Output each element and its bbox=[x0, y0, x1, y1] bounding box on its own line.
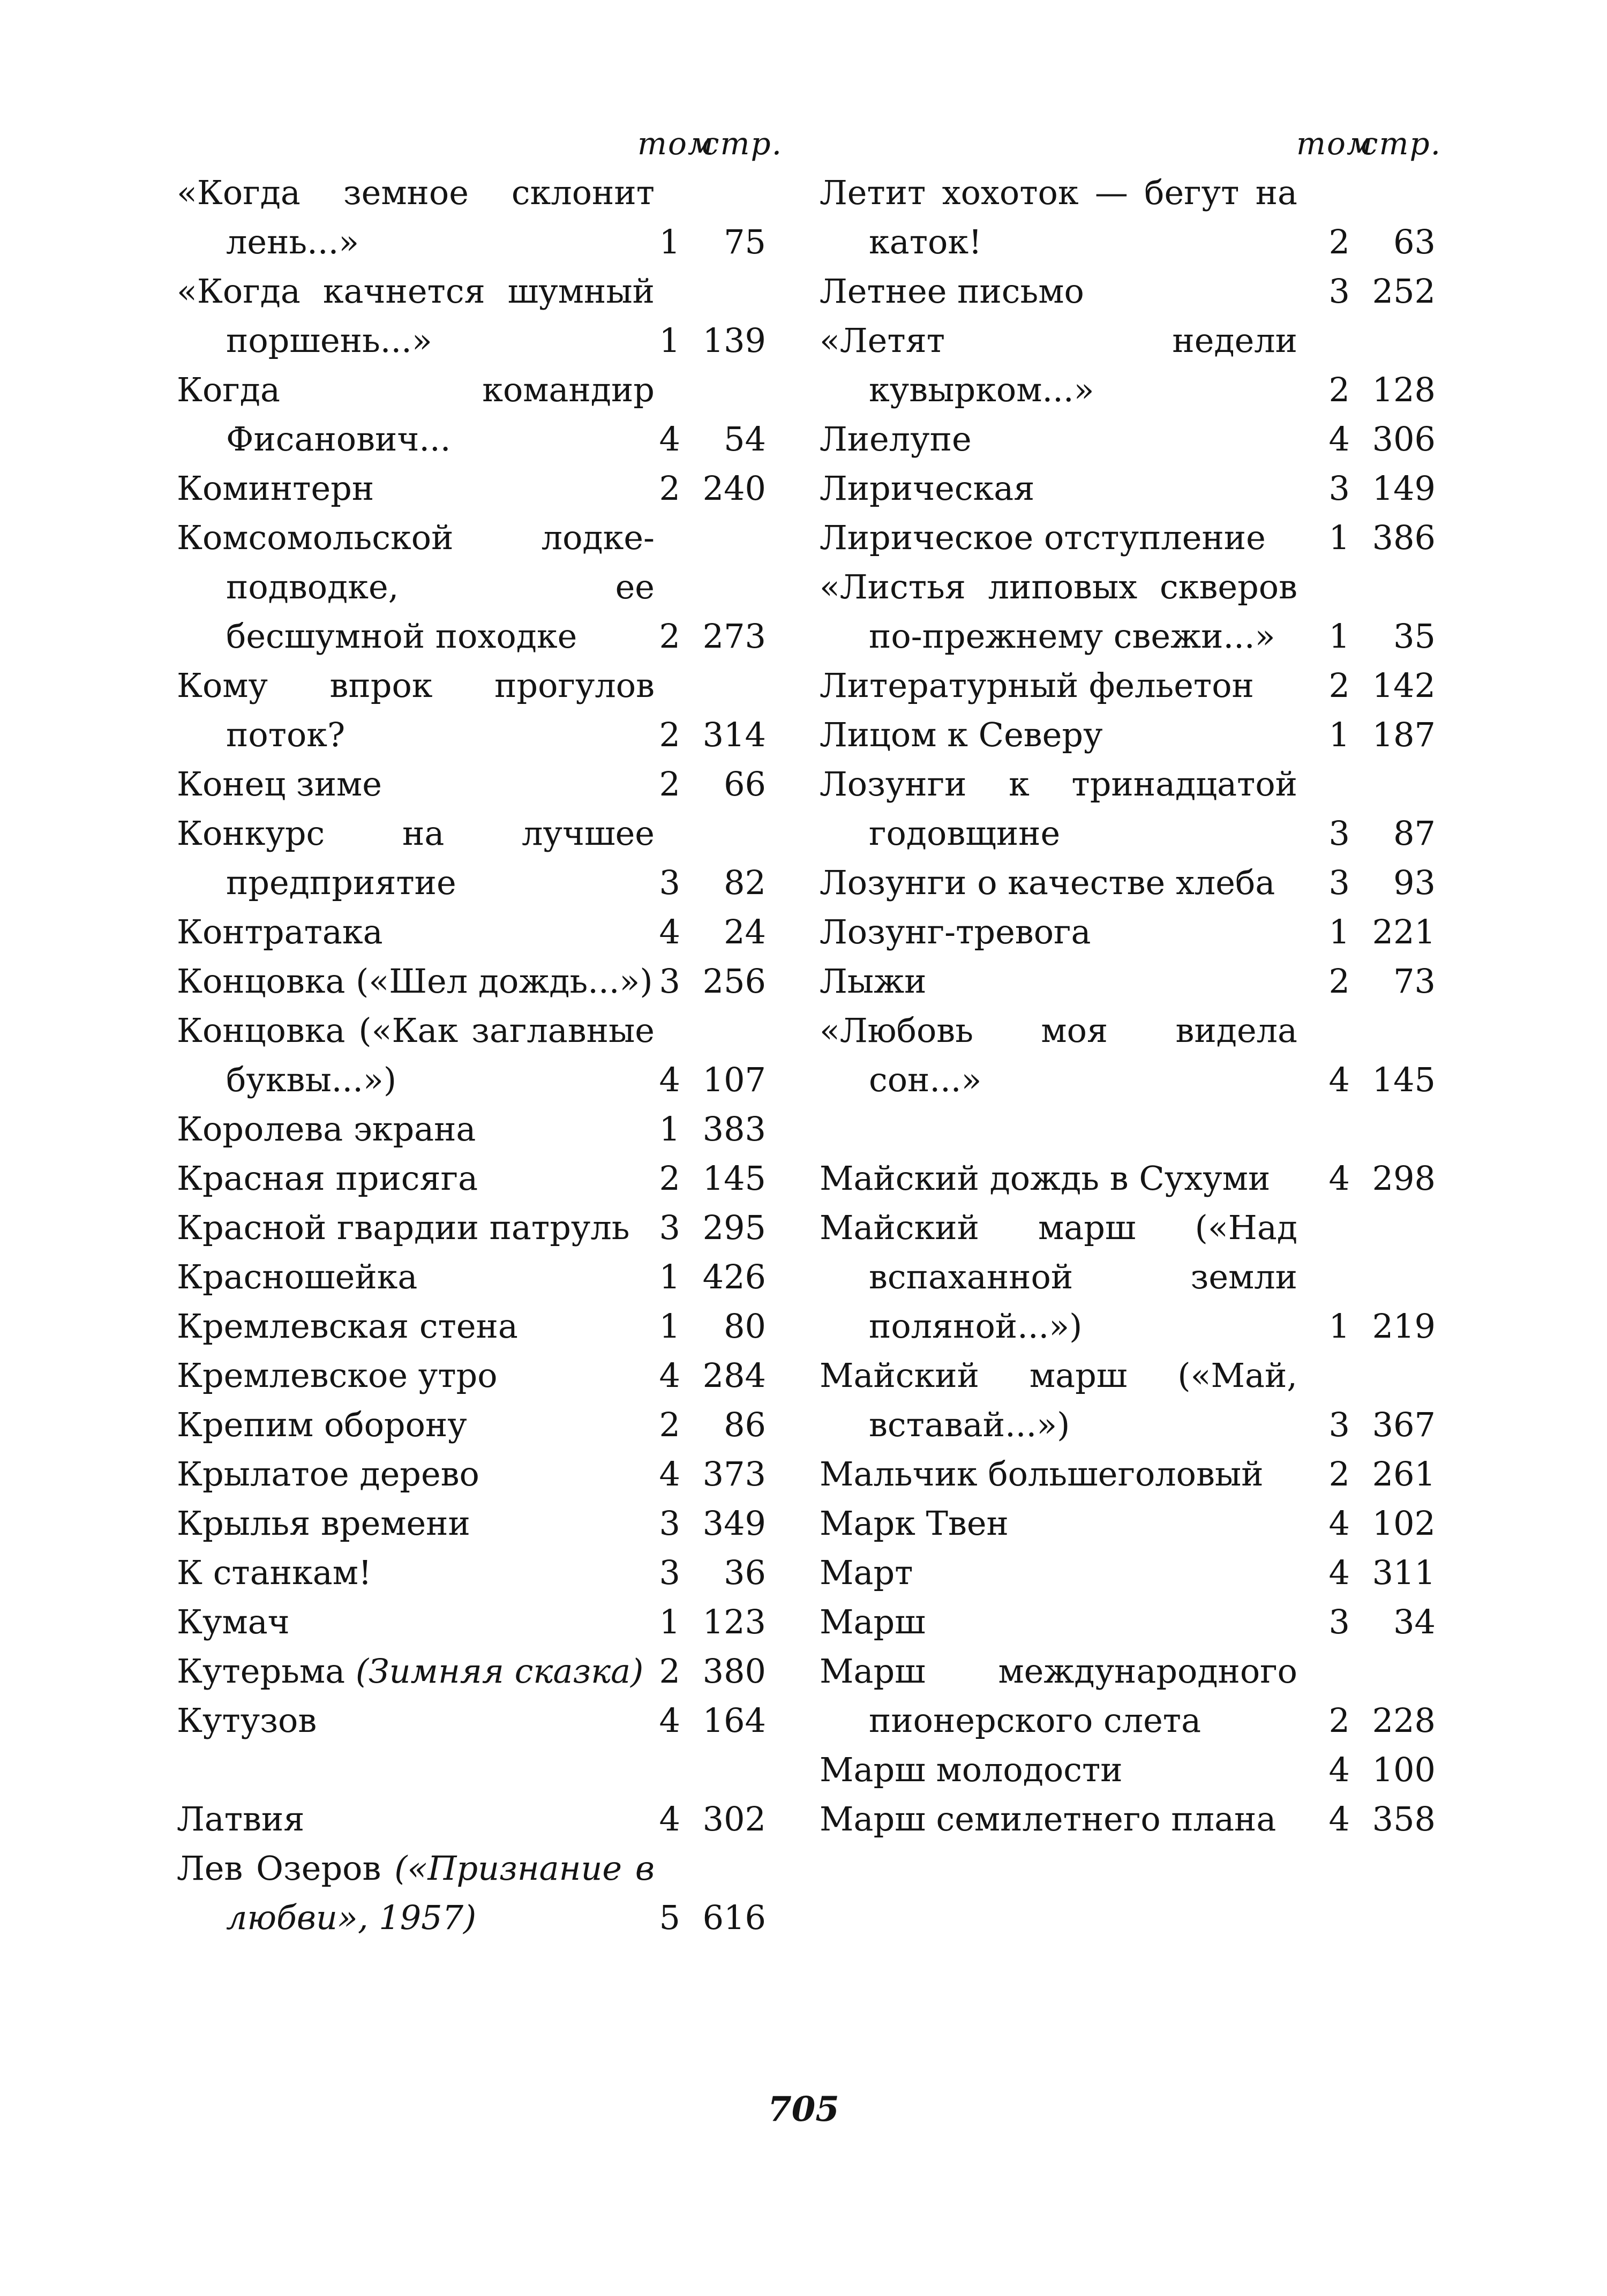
entry-title: Конкурс на лучшее предприятие bbox=[177, 814, 655, 902]
index-entry bbox=[820, 267, 1436, 316]
index-entry bbox=[177, 1351, 777, 1400]
entry-title: Красной гвардии патруль bbox=[177, 1208, 630, 1247]
entry-volume: 2 bbox=[659, 469, 680, 508]
index-entry bbox=[820, 316, 1436, 415]
index-entry bbox=[177, 1400, 777, 1450]
index-entry bbox=[820, 1597, 1436, 1647]
entry-title: Мальчик большеголовый bbox=[820, 1454, 1264, 1494]
index-entry bbox=[820, 907, 1436, 957]
section-gap bbox=[177, 1745, 777, 1795]
entry-title: Кумач bbox=[177, 1602, 290, 1641]
entry-title: Латвия bbox=[177, 1799, 305, 1839]
section-gap bbox=[820, 1105, 1436, 1154]
entry-page: 426 bbox=[702, 1257, 766, 1296]
index-entry bbox=[820, 1351, 1436, 1450]
page-header: стр. bbox=[1361, 125, 1442, 162]
entry-title: Лозунги о качестве хлеба bbox=[820, 863, 1275, 902]
entry-volume: 3 bbox=[1328, 469, 1350, 508]
entry-volume: 1 bbox=[1328, 617, 1350, 656]
entry-title: Марш семилетнего плана bbox=[820, 1799, 1276, 1839]
entry-volume: 2 bbox=[1328, 1701, 1350, 1740]
entry-volume: 5 bbox=[659, 1898, 680, 1937]
entry-volume: 4 bbox=[1328, 419, 1350, 459]
entry-page: 80 bbox=[724, 1307, 766, 1346]
entry-volume: 3 bbox=[659, 1208, 680, 1247]
entry-title: Летит хохоток — бегут на каток! bbox=[820, 173, 1297, 261]
entry-title: Лозунг-тревога bbox=[820, 912, 1091, 951]
entry-volume: 1 bbox=[659, 1602, 680, 1641]
entry-page: 273 bbox=[702, 617, 766, 656]
entry-title: «Летят недели кувырком...» bbox=[820, 321, 1297, 409]
entry-volume: 2 bbox=[1328, 370, 1350, 409]
entry-title: Конец зиме bbox=[177, 764, 382, 804]
entry-page: 252 bbox=[1372, 272, 1436, 311]
entry-title: Литературный фельетон bbox=[820, 666, 1254, 705]
index-entry bbox=[177, 1154, 777, 1203]
entry-page: 302 bbox=[702, 1799, 766, 1839]
entry-title: «Любовь моя видела сон...» bbox=[820, 1011, 1297, 1099]
index-entry bbox=[177, 464, 777, 513]
entry-page: 380 bbox=[702, 1652, 766, 1691]
entry-volume: 2 bbox=[1328, 962, 1350, 1001]
index-entry bbox=[177, 760, 777, 809]
entry-volume: 3 bbox=[1328, 814, 1350, 853]
index-entry bbox=[820, 562, 1436, 661]
entry-title: Крепим оборону bbox=[177, 1405, 467, 1444]
index-entry bbox=[177, 1203, 777, 1252]
entry-page: 616 bbox=[702, 1898, 766, 1937]
entry-volume: 2 bbox=[659, 1652, 680, 1691]
index-entry bbox=[820, 1499, 1436, 1548]
entry-volume: 3 bbox=[1328, 863, 1350, 902]
entry-volume: 4 bbox=[659, 1799, 680, 1839]
index-entry bbox=[820, 760, 1436, 858]
entry-title: Март bbox=[820, 1553, 913, 1592]
entry-volume: 4 bbox=[1328, 1750, 1350, 1789]
index-entry bbox=[820, 957, 1436, 1006]
page-number: 705 bbox=[768, 2089, 839, 2129]
entry-volume: 1 bbox=[1328, 518, 1350, 557]
entry-title: Марш молодости bbox=[820, 1750, 1123, 1789]
index-entry bbox=[820, 415, 1436, 464]
entry-list bbox=[820, 168, 1436, 1844]
entry-volume: 2 bbox=[659, 1405, 680, 1444]
entry-page: 240 bbox=[702, 469, 766, 508]
index-entry bbox=[177, 1252, 777, 1302]
entry-volume: 2 bbox=[659, 764, 680, 804]
entry-volume: 4 bbox=[1328, 1799, 1350, 1839]
entry-page: 100 bbox=[1372, 1750, 1436, 1789]
entry-title: Кремлевское утро bbox=[177, 1356, 498, 1395]
entry-volume: 4 bbox=[1328, 1504, 1350, 1543]
entry-title: Красношейка bbox=[177, 1257, 418, 1296]
entry-title: Когда командир Фисанович... bbox=[177, 370, 655, 459]
entry-volume: 1 bbox=[659, 1109, 680, 1149]
entry-volume: 3 bbox=[1328, 1405, 1350, 1444]
entry-title: «Листья липовых скверов по-прежнему свежи...» bbox=[820, 567, 1297, 656]
entry-page: 75 bbox=[724, 222, 766, 261]
entry-page: 295 bbox=[702, 1208, 766, 1247]
entry-title: Концовка («Шел дождь...») bbox=[177, 962, 653, 1001]
entry-page: 63 bbox=[1393, 222, 1436, 261]
entry-volume: 2 bbox=[659, 1159, 680, 1198]
index-entry bbox=[177, 1548, 777, 1597]
entry-volume: 2 bbox=[1328, 666, 1350, 705]
entry-title: Летнее письмо bbox=[820, 272, 1084, 311]
entry-page: 82 bbox=[724, 863, 766, 902]
entry-title: Крылья времени bbox=[177, 1504, 470, 1543]
index-entry bbox=[177, 267, 777, 365]
entry-title: Майский марш («Над вспаханной земли поляной...») bbox=[820, 1208, 1297, 1346]
entry-title: К станкам! bbox=[177, 1553, 372, 1592]
entry-volume: 1 bbox=[1328, 1307, 1350, 1346]
index-entry bbox=[177, 1795, 777, 1844]
entry-page: 349 bbox=[702, 1504, 766, 1543]
entry-title: Кутузов bbox=[177, 1701, 317, 1740]
index-entry bbox=[177, 1450, 777, 1499]
index-column-left bbox=[177, 119, 783, 1942]
entry-page: 284 bbox=[702, 1356, 766, 1395]
entry-title: Контратака bbox=[177, 912, 383, 951]
entry-title: Лирическая bbox=[820, 469, 1035, 508]
entry-page: 314 bbox=[702, 715, 766, 754]
entry-title: Майский дождь в Сухуми bbox=[820, 1159, 1271, 1198]
entry-title-note: («Признание в любви», 1957) bbox=[226, 1849, 655, 1937]
entry-volume: 4 bbox=[659, 1701, 680, 1740]
entry-volume: 1 bbox=[1328, 715, 1350, 754]
entry-title: Марш международного пионерского слета bbox=[820, 1652, 1297, 1740]
index-entry bbox=[177, 809, 777, 907]
entry-title: Концовка («Как заглавные буквы...») bbox=[177, 1011, 655, 1099]
entry-page: 93 bbox=[1393, 863, 1436, 902]
entry-page: 87 bbox=[1393, 814, 1436, 853]
entry-title: «Когда качнется шумный поршень...» bbox=[177, 272, 655, 360]
entry-title: Королева экрана bbox=[177, 1109, 476, 1149]
entry-page: 373 bbox=[702, 1454, 766, 1494]
index-entry bbox=[820, 1450, 1436, 1499]
entry-volume: 4 bbox=[659, 1454, 680, 1494]
index-entry bbox=[820, 710, 1436, 760]
entry-title: Майский марш («Май, вставай...») bbox=[820, 1356, 1297, 1444]
entry-page: 24 bbox=[724, 912, 766, 951]
index-entry bbox=[177, 1006, 777, 1105]
entry-page: 383 bbox=[702, 1109, 766, 1149]
entry-page: 102 bbox=[1372, 1504, 1436, 1543]
index-entry bbox=[177, 1696, 777, 1745]
entry-volume: 3 bbox=[659, 962, 680, 1001]
entry-page: 298 bbox=[1372, 1159, 1436, 1198]
index-entry bbox=[820, 1745, 1436, 1795]
entry-volume: 4 bbox=[659, 1356, 680, 1395]
index-entry bbox=[820, 1154, 1436, 1203]
index-column-right bbox=[820, 119, 1442, 1844]
entry-page: 261 bbox=[1372, 1454, 1436, 1494]
entry-volume: 4 bbox=[659, 1060, 680, 1099]
entry-volume: 4 bbox=[1328, 1553, 1350, 1592]
entry-volume: 2 bbox=[1328, 1454, 1350, 1494]
entry-volume: 3 bbox=[659, 863, 680, 902]
entry-page: 107 bbox=[702, 1060, 766, 1099]
entry-page: 54 bbox=[724, 419, 766, 459]
index-entry bbox=[177, 1499, 777, 1548]
index-entry bbox=[177, 365, 777, 464]
entry-volume: 1 bbox=[659, 321, 680, 360]
entry-volume: 3 bbox=[659, 1553, 680, 1592]
entry-page: 34 bbox=[1393, 1602, 1436, 1641]
index-entry bbox=[820, 1548, 1436, 1597]
entry-page: 306 bbox=[1372, 419, 1436, 459]
entry-page: 256 bbox=[702, 962, 766, 1001]
entry-title: Лыжи bbox=[820, 962, 927, 1001]
entry-volume: 4 bbox=[1328, 1159, 1350, 1198]
entry-page: 187 bbox=[1372, 715, 1436, 754]
index-entry bbox=[177, 1844, 777, 1942]
entry-volume: 1 bbox=[659, 222, 680, 261]
page-header: стр. bbox=[702, 125, 783, 162]
entry-volume: 2 bbox=[1328, 222, 1350, 261]
entry-page: 386 bbox=[1372, 518, 1436, 557]
vol-header: том bbox=[1296, 125, 1374, 162]
index-entry bbox=[820, 513, 1436, 562]
vol-header: том bbox=[637, 125, 715, 162]
entry-volume: 1 bbox=[1328, 912, 1350, 951]
entry-list bbox=[177, 168, 777, 1942]
column-header bbox=[820, 119, 1442, 168]
index-entry bbox=[820, 858, 1436, 907]
index-entry bbox=[820, 1203, 1436, 1351]
index-entry bbox=[177, 1105, 777, 1154]
entry-page: 145 bbox=[702, 1159, 766, 1198]
entry-title: Лев Озеров («Признание в любви», 1957) bbox=[177, 1849, 655, 1937]
entry-volume: 3 bbox=[1328, 272, 1350, 311]
index-entry bbox=[177, 513, 777, 661]
index-entry bbox=[820, 1795, 1436, 1844]
index-entry bbox=[177, 168, 777, 267]
column-header bbox=[177, 119, 783, 168]
index-entry bbox=[177, 1647, 777, 1696]
entry-volume: 3 bbox=[1328, 1602, 1350, 1641]
index-entry bbox=[820, 464, 1436, 513]
entry-title: Лиелупе bbox=[820, 419, 972, 459]
entry-title: Красная присяга bbox=[177, 1159, 478, 1198]
entry-page: 142 bbox=[1372, 666, 1436, 705]
entry-page: 367 bbox=[1372, 1405, 1436, 1444]
entry-page: 128 bbox=[1372, 370, 1436, 409]
entry-page: 221 bbox=[1372, 912, 1436, 951]
entry-title: «Когда земное склонит лень...» bbox=[177, 173, 655, 261]
entry-page: 73 bbox=[1393, 962, 1436, 1001]
entry-page: 311 bbox=[1372, 1553, 1436, 1592]
index-entry bbox=[820, 661, 1436, 710]
entry-page: 149 bbox=[1372, 469, 1436, 508]
entry-volume: 4 bbox=[1328, 1060, 1350, 1099]
entry-title: Кутерьма (Зимняя сказка) bbox=[177, 1652, 644, 1691]
index-entry bbox=[177, 907, 777, 957]
index-entry bbox=[820, 1647, 1436, 1745]
entry-title: Лозунги к тринадцатой годовщине bbox=[820, 764, 1297, 853]
index-entry bbox=[177, 1302, 777, 1351]
entry-page: 35 bbox=[1393, 617, 1436, 656]
entry-page: 123 bbox=[702, 1602, 766, 1641]
entry-page: 139 bbox=[702, 321, 766, 360]
entry-title: Марк Твен bbox=[820, 1504, 1009, 1543]
entry-volume: 1 bbox=[659, 1307, 680, 1346]
entry-title: Лицом к Северу bbox=[820, 715, 1103, 754]
entry-volume: 1 bbox=[659, 1257, 680, 1296]
entry-title: Крылатое дерево bbox=[177, 1454, 479, 1494]
entry-page: 164 bbox=[702, 1701, 766, 1740]
entry-page: 358 bbox=[1372, 1799, 1436, 1839]
entry-page: 228 bbox=[1372, 1701, 1436, 1740]
index-entry bbox=[177, 1597, 777, 1647]
index-entry bbox=[177, 957, 777, 1006]
entry-page: 86 bbox=[724, 1405, 766, 1444]
entry-page: 145 bbox=[1372, 1060, 1436, 1099]
entry-title: Марш bbox=[820, 1602, 926, 1641]
entry-volume: 2 bbox=[659, 715, 680, 754]
entry-volume: 4 bbox=[659, 912, 680, 951]
index-entry bbox=[820, 168, 1436, 267]
entry-page: 66 bbox=[724, 764, 766, 804]
entry-title: Комсомольской лодке-подводке, ее бесшумной походке bbox=[177, 518, 655, 656]
entry-title: Кому впрок прогулов поток? bbox=[177, 666, 655, 754]
entry-page: 219 bbox=[1372, 1307, 1436, 1346]
entry-title-note: (Зимняя сказка) bbox=[355, 1652, 644, 1691]
entry-volume: 2 bbox=[659, 617, 680, 656]
index-entry bbox=[177, 661, 777, 760]
entry-title: Лирическое отступление bbox=[820, 518, 1266, 557]
entry-page: 36 bbox=[724, 1553, 766, 1592]
index-entry bbox=[820, 1006, 1436, 1105]
entry-title: Коминтерн bbox=[177, 469, 374, 508]
entry-title: Кремлевская стена bbox=[177, 1307, 518, 1346]
entry-volume: 3 bbox=[659, 1504, 680, 1543]
entry-volume: 4 bbox=[659, 419, 680, 459]
